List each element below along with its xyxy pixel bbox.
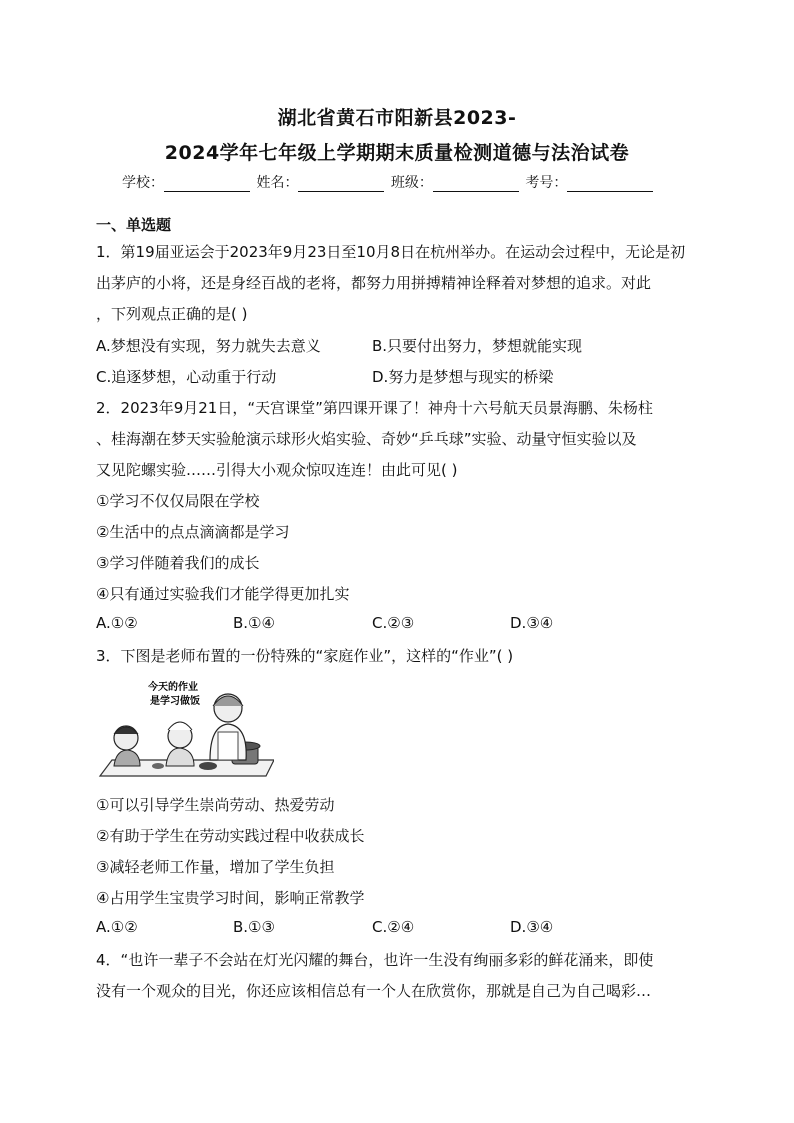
q1-option-d[interactable]: D.努力是梦想与现实的桥梁: [372, 368, 554, 386]
illustration-caption-line-1: 今天的作业: [148, 682, 198, 693]
class-label: 班级：: [390, 175, 433, 191]
name-blank[interactable]: [298, 177, 384, 192]
q2-option-a[interactable]: A.①②: [96, 614, 138, 632]
name-label: 姓名：: [256, 175, 299, 191]
q3-option-c[interactable]: C.②④: [372, 918, 415, 936]
q1-stem-line-3: ，下列观点正确的是( ): [96, 305, 248, 323]
school-blank[interactable]: [164, 177, 250, 192]
q2-option-c[interactable]: C.②③: [372, 614, 415, 632]
q3-statement-1: ①可以引导学生崇尚劳动、热爱劳动: [96, 796, 335, 814]
exam-title-line-2: 2024学年七年级上学期期末质量检测道德与法治试卷: [164, 142, 630, 164]
q3-option-d[interactable]: D.③④: [510, 918, 554, 936]
exam-number-label: 考号：: [525, 175, 568, 191]
q3-option-a[interactable]: A.①②: [96, 918, 138, 936]
q2-option-d[interactable]: D.③④: [510, 614, 554, 632]
family-cooking-illustration: [98, 676, 274, 780]
q1-stem-line-1: 1．第19届亚运会于2023年9月23日至10月8日在杭州举办。在运动会过程中，无论是初: [96, 243, 686, 261]
q3-stem: 3．下图是老师布置的一份特殊的“家庭作业”，这样的“作业”( ): [96, 647, 514, 665]
section-title: 一、单选题: [96, 216, 172, 234]
exam-number-blank[interactable]: [567, 177, 653, 192]
q3-option-b[interactable]: B.①③: [233, 918, 275, 936]
illustration-caption-line-2: 是学习做饭: [150, 696, 200, 707]
q2-stem-line-3: 又见陀螺实验……引得大小观众惊叹连连！由此可见( ): [96, 461, 458, 479]
exam-title-line-1: 湖北省黄石市阳新县2023-: [277, 107, 517, 129]
q1-option-c[interactable]: C.追逐梦想，心动重于行动: [96, 368, 277, 386]
q4-stem-line-2: 没有一个观众的目光，你还应该相信总有一个人在欣赏你，那就是自己为自己喝彩…: [96, 982, 652, 1000]
q3-statement-2: ②有助于学生在劳动实践过程中收获成长: [96, 827, 365, 845]
q2-statement-2: ②生活中的点点滴滴都是学习: [96, 523, 290, 541]
q2-statement-1: ①学习不仅仅局限在学校: [96, 492, 260, 510]
school-label: 学校：: [122, 175, 164, 191]
q2-statement-4: ④只有通过实验我们才能学得更加扎实: [96, 585, 350, 603]
q1-stem-line-2: 出茅庐的小将，还是身经百战的老将，都努力用拼搏精神诠释着对梦想的追求。对此: [96, 274, 652, 292]
q2-stem-line-2: 、桂海潮在梦天实验舱演示球形火焰实验、奇妙“乒乓球”实验、动量守恒实验以及: [96, 430, 637, 448]
q3-statement-3: ③减轻老师工作量，增加了学生负担: [96, 858, 335, 876]
q1-option-b[interactable]: B.只要付出努力，梦想就能实现: [372, 337, 583, 355]
student-info-row: [122, 172, 655, 192]
class-blank[interactable]: [433, 177, 519, 192]
q2-option-b[interactable]: B.①④: [233, 614, 275, 632]
q2-statement-3: ③学习伴随着我们的成长: [96, 554, 260, 572]
q3-statement-4: ④占用学生宝贵学习时间，影响正常教学: [96, 889, 365, 907]
q2-stem-line-1: 2．2023年9月21日，“天宫课堂”第四课开课了！神舟十六号航天员景海鹏、朱杨柱: [96, 399, 653, 417]
q4-stem-line-1: 4．“也许一辈子不会站在灯光闪耀的舞台，也许一生没有绚丽多彩的鲜花涌来，即使: [96, 951, 654, 969]
q1-option-a[interactable]: A.梦想没有实现，努力就失去意义: [96, 337, 321, 355]
